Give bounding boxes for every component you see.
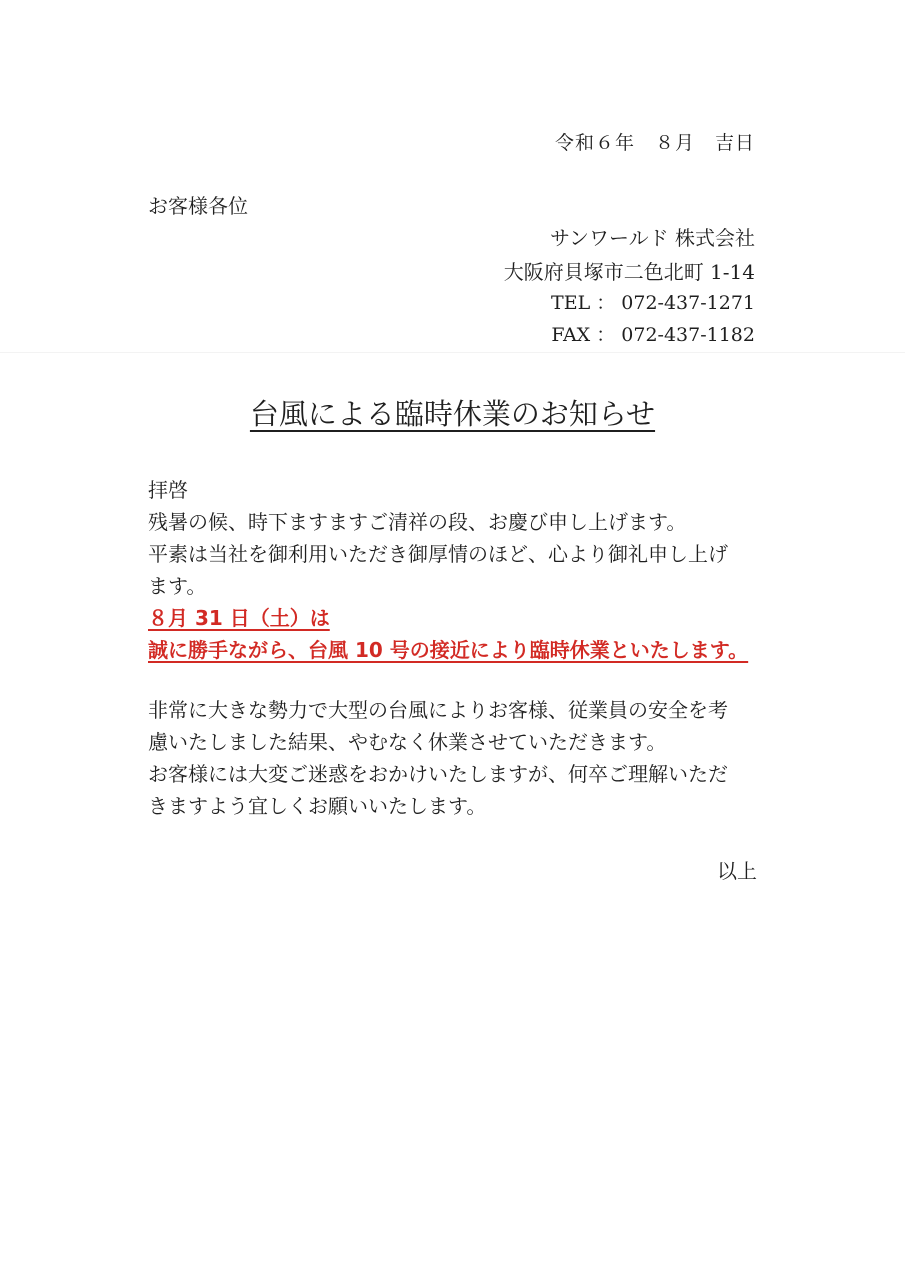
body-line: 慮いたしました結果、やむなく休業させていただきます。	[148, 730, 667, 754]
greeting: 拝啓	[148, 478, 188, 502]
body-line: きますよう宜しくお願いいたします。	[148, 794, 487, 818]
body-line: 残暑の候、時下ますますご清祥の段、お慶び申し上げます。	[148, 510, 687, 534]
notice-title-wrap	[0, 392, 905, 433]
body-paragraph-1	[148, 474, 763, 666]
closing-word: 以上	[717, 859, 757, 883]
body-line: お客様には大変ご迷惑をおかけいたしますが、何卒ご理解いただ	[148, 762, 728, 786]
closure-date-notice: ８月 31 日（土）は	[148, 606, 330, 630]
scan-artifact-line	[0, 352, 905, 353]
company-fax: FAX ： 072-437-1182	[551, 324, 755, 346]
notice-title: 台風による臨時休業のお知らせ	[249, 397, 656, 431]
body-line: 非常に大きな勢力で大型の台風によりお客様、従業員の安全を考	[148, 698, 728, 722]
company-address: 大阪府貝塚市二色北町 1-14	[503, 260, 755, 284]
body-line: 平素は当社を御利用いただき御厚情のほど、心より御礼申し上げ	[148, 542, 728, 566]
closure-reason-notice: 誠に勝手ながら、台風 10 号の接近により臨時休業といたします。	[148, 638, 749, 662]
addressee: お客様各位	[148, 194, 248, 218]
body-line: ます。	[148, 574, 207, 598]
notice-date: 令和６年 ８月 吉日	[554, 132, 755, 154]
company-tel: TEL ： 072-437-1271	[551, 292, 755, 314]
body-paragraph-2	[148, 694, 763, 822]
company-name: サンワールド 株式会社	[550, 226, 755, 250]
